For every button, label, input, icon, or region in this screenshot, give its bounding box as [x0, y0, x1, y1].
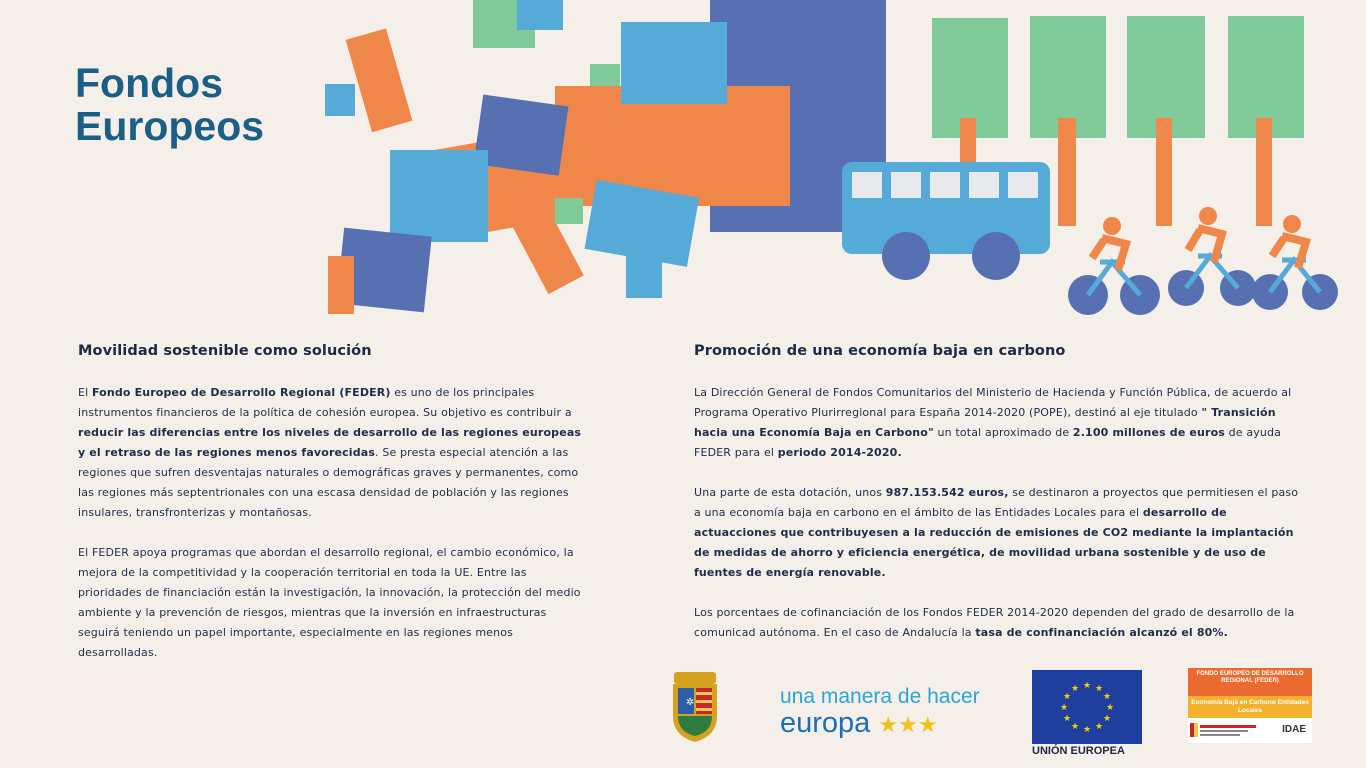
- cyclist-1: [1068, 217, 1160, 315]
- shape-blue-5: [626, 240, 662, 298]
- trunk-2: [1058, 118, 1076, 226]
- eu-label: UNIÓN EUROPEA: [1032, 745, 1125, 757]
- bus-wheel-1: [882, 232, 930, 280]
- title-line-2: Europeos: [75, 103, 265, 149]
- shape-blue-2: [621, 22, 727, 104]
- mobility-illustration: [0, 0, 1366, 320]
- cyclist-3: [1252, 215, 1338, 310]
- una-manera-de-hacer-europa-logo: una manera de hacer europa ★★★: [780, 685, 980, 739]
- svg-text:★: ★: [1070, 684, 1080, 694]
- stars-icon: ★★★: [878, 712, 938, 737]
- paragraph-pope: La Dirección General de Fondos Comunitarios del Ministerio de Hacienda y Función Pública, de acuerdo al Programa Operativo Plurirregional para España 2014-2020 (POPE), destinó al eje titulado " Transición hacia una Economía Baja en Carbono" un total aproximado de 2.100 millones de euros de ayuda FEDER para el periodo 2014-2020.: [694, 386, 1292, 459]
- svg-text:★: ★: [1102, 714, 1112, 724]
- feder-title: FONDO EUROPEO DE DESARROLLO REGIONAL (FEDER): [1188, 668, 1312, 696]
- feder-program: Economía Baja en Carbono Entidades Locales: [1188, 696, 1312, 718]
- section-low-carbon: [694, 343, 1306, 663]
- paragraph-feder-programs: El FEDER apoya programas que abordan el desarrollo regional, el cambio económico, la mejora de la competitividad y la cooperación territorial en toda la UE. Entre las prioridades de financiación están la investigación, la innovación, la protección del medio ambiente y la prevención de riesgos, mientras que la inversión en infraestructuras seguirá teniendo un papel importante, especialmente en las regiones menos desarrolladas.: [78, 546, 581, 659]
- svg-text:★: ★: [1062, 714, 1072, 724]
- paragraph-cofinancing: Los porcentaes de cofinanciación de los Fondos FEDER 2014-2020 dependen del grado de desarrollo de la comunicad autónoma. En el caso de Andalucía la tasa de confinanciación alcanzó el 80%.: [694, 606, 1295, 639]
- shape-orange-1: [346, 28, 413, 132]
- eu-flag-logo: [1032, 670, 1142, 744]
- section-heading-mobility: Movilidad sostenible como solución: [78, 343, 372, 359]
- section-sustainable-mobility: [78, 343, 590, 683]
- trunk-3: [1156, 118, 1172, 226]
- feder-idae-logo: [1188, 668, 1312, 743]
- shape-blue-top: [517, 0, 563, 30]
- svg-text:★: ★: [1094, 722, 1104, 732]
- cyclist-2: [1168, 207, 1256, 306]
- svg-text:★: ★: [1102, 692, 1112, 702]
- paragraph-feder-intro: El Fondo Europeo de Desarrollo Regional (FEDER) es uno de los principales instrumentos financieros de la política de cohesión europea. Su objetivo es contribuir a reducir las diferencias entre los niveles de desarrollo de las regiones europeas y el retraso de las regiones menos favorecidas. Se presta especial atención a las regiones que sufren desventajas naturales o demográficas graves y permanentes, como las regiones más septentrionales con una escasa densidad de población y las regiones insulares, transfronterizas y montañosas.: [78, 386, 582, 519]
- shape-green-3: [555, 198, 583, 224]
- svg-text:✲: ✲: [686, 697, 695, 708]
- shape-orange-4: [328, 256, 354, 314]
- idae-label: IDAE: [1282, 724, 1306, 735]
- svg-text:★: ★: [1105, 703, 1115, 713]
- title-line-1: Fondos: [75, 60, 224, 106]
- svg-text:★: ★: [1082, 681, 1092, 691]
- section-heading-low-carbon: Promoción de una economía baja en carbono: [694, 343, 1066, 359]
- svg-text:★: ★: [1059, 703, 1069, 713]
- spain-government-icon: [1190, 718, 1260, 742]
- svg-text:★: ★: [1082, 725, 1092, 735]
- trunk-4: [1256, 118, 1272, 226]
- municipal-coat-of-arms-logo: [668, 670, 722, 744]
- svg-text:★: ★: [1094, 684, 1104, 694]
- shape-blue-3: [390, 150, 488, 242]
- bus-wheel-2: [972, 232, 1020, 280]
- paragraph-allocation: Una parte de esta dotación, unos 987.153.542 euros, se destinaron a proyectos que permitiesen el paso a una economía baja en carbono en el ámbito de las Entidades Locales para el desarrollo de actuacciones que contribuyesen a la reducción de emisiones de CO2 mediante la implantación de medidas de ahorro y eficiencia energética, de movilidad urbana sostenible y de uso de fuentes de energía renovable.: [694, 486, 1299, 579]
- svg-text:★: ★: [1070, 722, 1080, 732]
- shape-blue-small: [325, 84, 355, 116]
- svg-text:★: ★: [1062, 692, 1072, 702]
